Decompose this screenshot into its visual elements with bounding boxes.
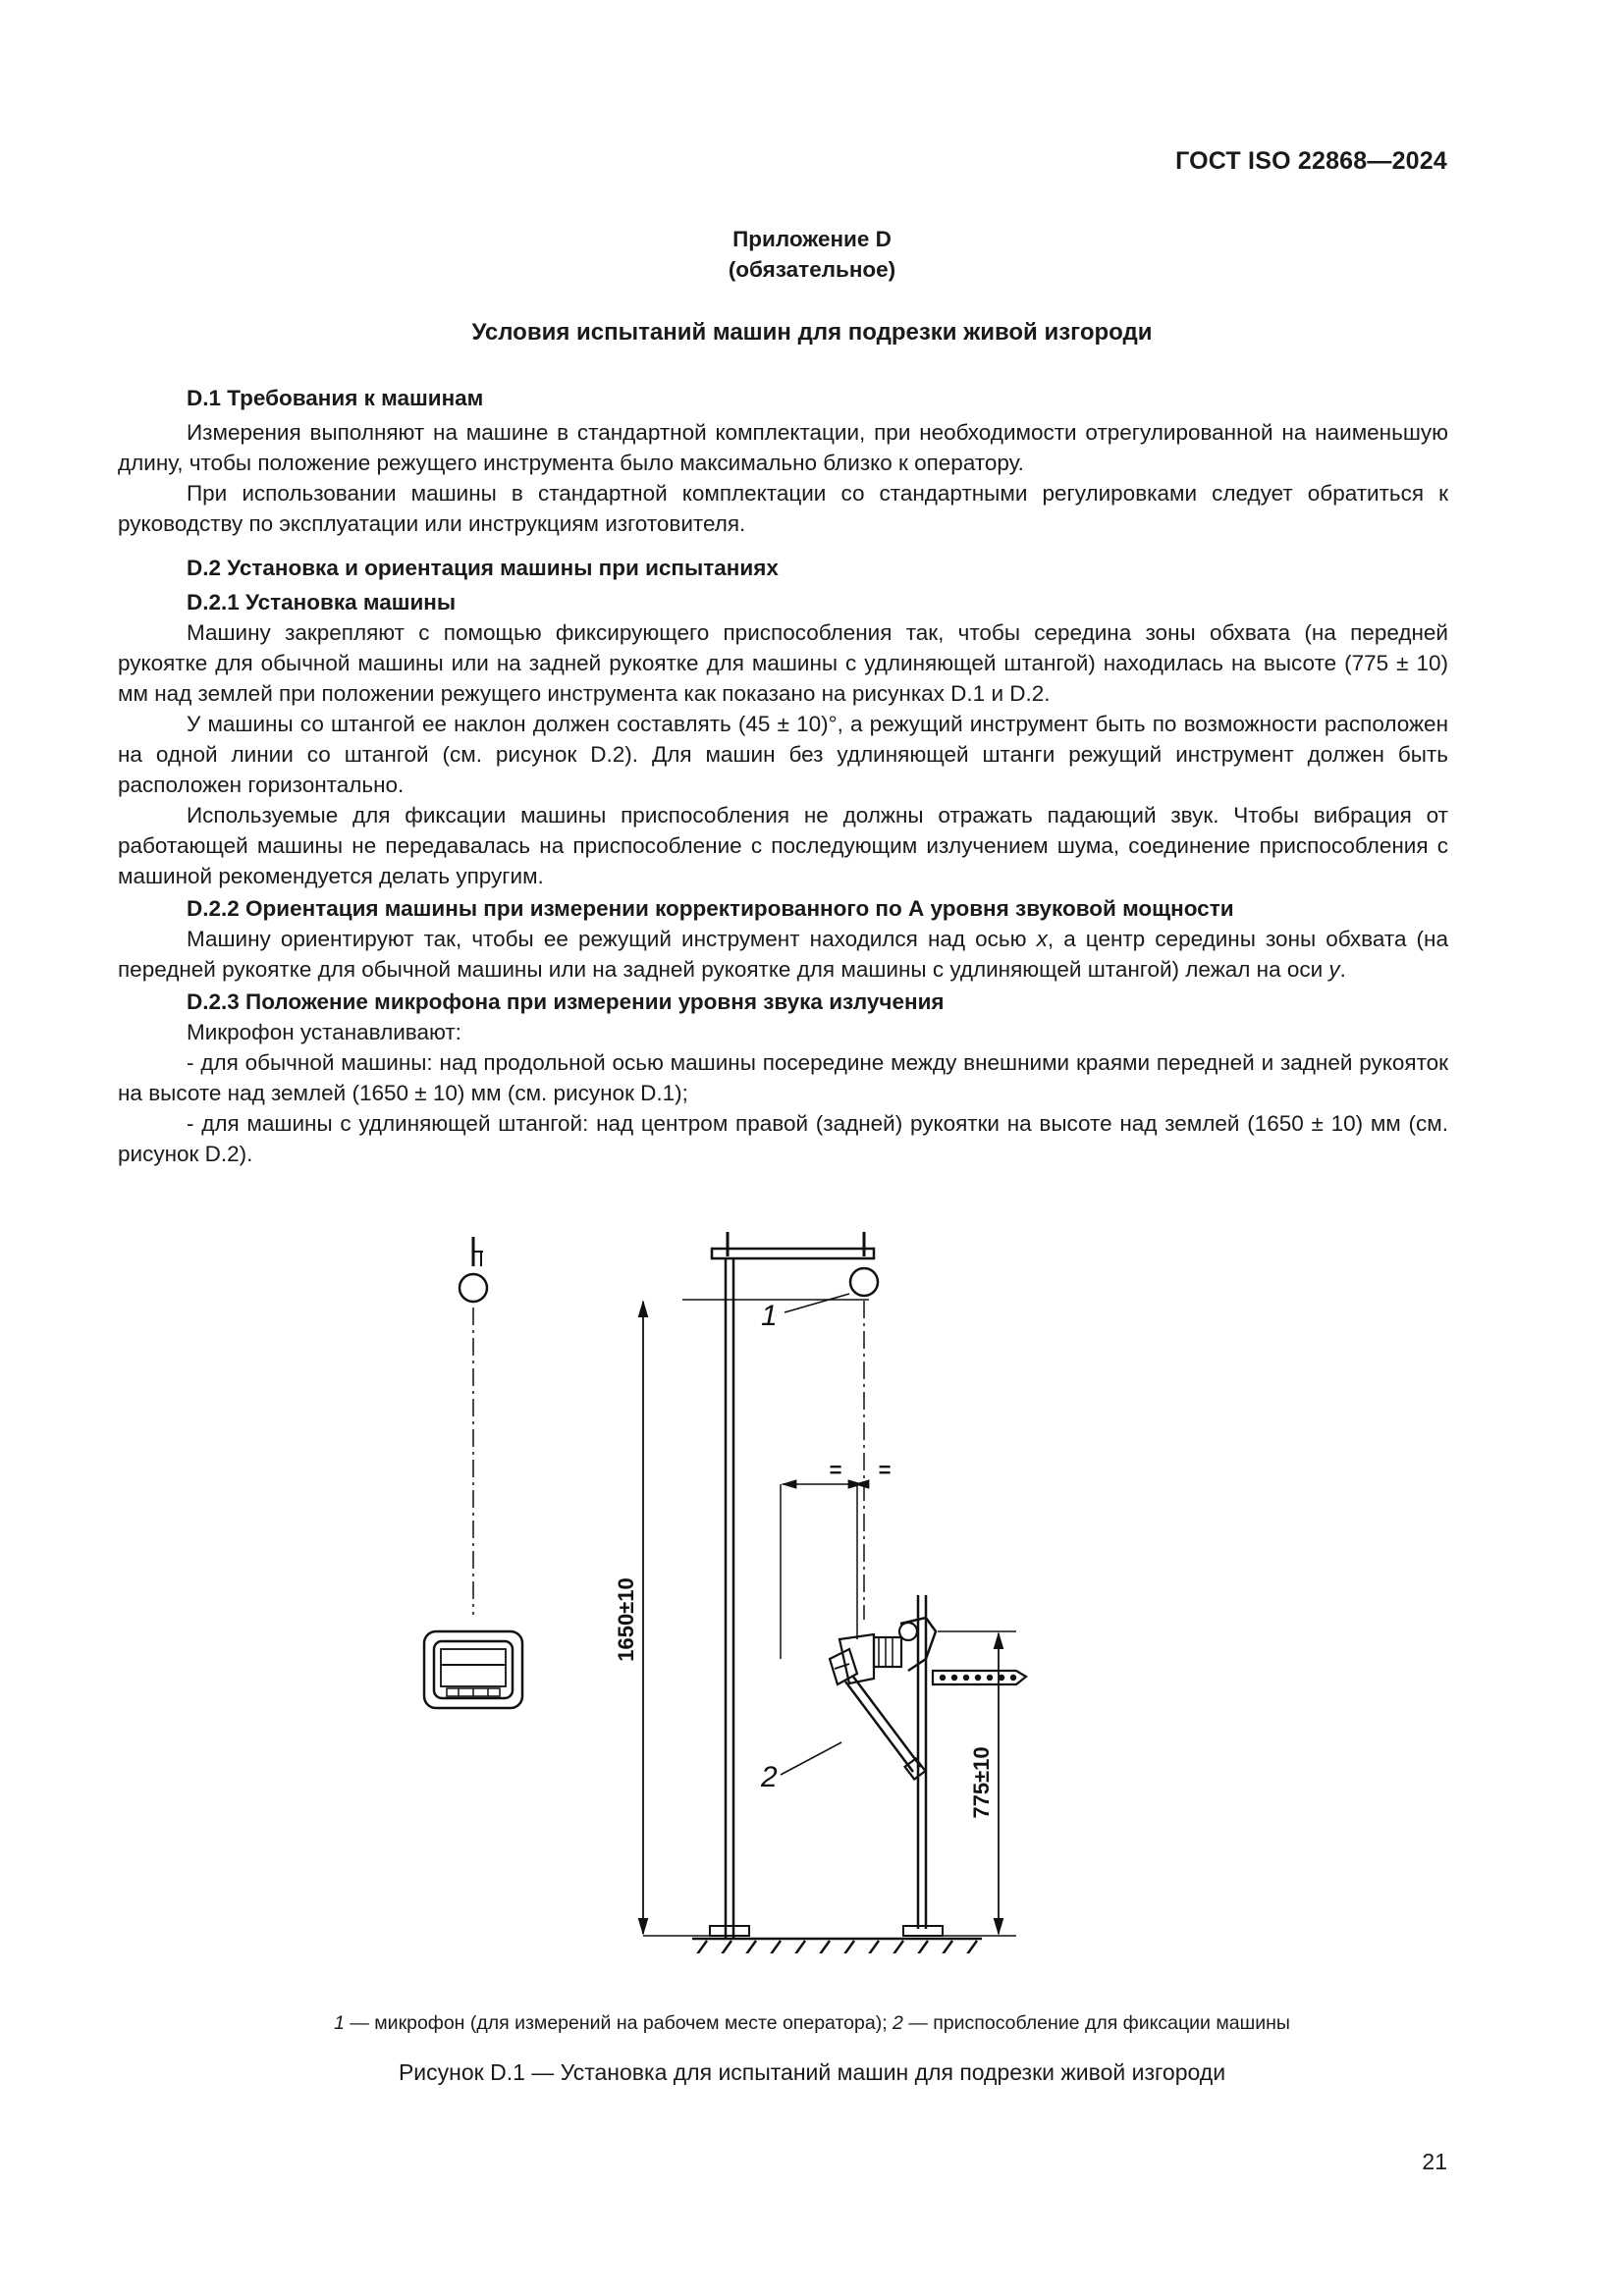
dimension-label-1650: 1650±10 xyxy=(614,1577,638,1662)
test-stand xyxy=(692,1232,982,1953)
text-run: Машину ориентируют так, чтобы ее режущий инструмент находился над осью xyxy=(187,927,1037,951)
heading-d1: D.1 Требования к машинам xyxy=(187,386,484,410)
dimension-label-775: 775±10 xyxy=(969,1746,994,1819)
text-run: . xyxy=(1339,957,1346,982)
paragraph-d2-1-1: Машину закрепляют с помощью фиксирующего приспособления так, чтобы середина зоны обхвата (на передней рукоятке для обычной машины или на задней рукоятке для машины с удлиняющей штангой) находилась на высоте (775 ± 10) мм над землей при положении режущего инструмента как показано на рисунках D.1 и D.2. xyxy=(118,620,1448,706)
annex-status: (обязательное) xyxy=(728,257,896,282)
axis-y-label: y xyxy=(1328,957,1340,982)
heading-d2-2: D.2.2 Ориентация машины при измерении корректированного по А уровня звуковой мощности xyxy=(187,896,1234,921)
callout-2: 2 xyxy=(761,1761,778,1793)
leader-line-1 xyxy=(785,1294,849,1312)
annex-heading xyxy=(0,224,1624,285)
body-text xyxy=(118,383,1448,1169)
microphone-icon xyxy=(850,1268,878,1296)
paragraph-d2-3-2: - для обычной машины: над продольной осью машины посередине между внешними краями передней и задней рукояток на высоте над землей (1650 ± 10) мм (см. рисунок D.1); xyxy=(118,1050,1448,1105)
heading-d2-3: D.2.3 Положение микрофона при измерении уровня звука излучения xyxy=(187,989,945,1014)
legend-number-2: 2 xyxy=(893,2012,903,2034)
paragraph-d2-1-3: Используемые для фиксации машины приспособления не должны отражать падающий звук. Чтобы вибрация от работающей машины не передавалась на приспособление с последующим излучением шума, соединение приспособления с машиной рекомендуется делать упругим. xyxy=(118,803,1448,888)
fixture xyxy=(845,1677,925,1780)
dimension-equal xyxy=(781,1484,866,1659)
equal-sign-right: = xyxy=(878,1458,892,1482)
heading-d2-1: D.2.1 Установка машины xyxy=(187,590,457,614)
text-run: , а центр середины зоны обхвата (на передней рукоятке для обычной машины или на задней рукоятке для машины с удлиняющей штангой) лежал на оси xyxy=(118,927,1448,982)
dimension-1650 xyxy=(643,1300,869,1936)
heading-d2: D.2 Установка и ориентация машины при испытаниях xyxy=(187,556,779,580)
hedge-trimmer xyxy=(830,1618,1026,1684)
figure-caption: Рисунок D.1 — Установка для испытаний машин для подрезки живой изгороди xyxy=(398,2059,1226,2085)
legend-text-2: — приспособление для фиксации машины xyxy=(902,2012,1290,2034)
callout-1: 1 xyxy=(761,1300,778,1332)
microphone-icon xyxy=(460,1274,487,1302)
paragraph-d2-3-1: Микрофон устанавливают: xyxy=(187,1020,461,1044)
figure-d1 xyxy=(388,1227,1252,1953)
leader-line-2 xyxy=(781,1742,841,1775)
paragraph-d1-1: Измерения выполняют на машине в стандартной комплектации, при необходимости отрегулированной на наименьшую длину, чтобы положение режущего инструмента было максимально близко к оператору. xyxy=(118,420,1448,475)
figure-legend xyxy=(0,2012,1624,2035)
paragraph-d2-1-2: У машины со штангой ее наклон должен составлять (45 ± 10)°, а режущий инструмент быть по возможности расположен на одной линии со штангой (см. рисунок D.2). Для машин без удлиняющей штанги режущий инструмент должен быть расположен горизонтально. xyxy=(118,712,1448,797)
side-view xyxy=(424,1237,522,1708)
annex-title: Приложение D xyxy=(732,227,892,251)
axis-x-label: x xyxy=(1036,927,1048,951)
paragraph-d2-3-3: - для машины с удлиняющей штангой: над центром правой (задней) рукоятки на высоте над землей (1650 ± 10) мм (см. рисунок D.2). xyxy=(118,1111,1448,1166)
figure-d1-drawing xyxy=(388,1227,1252,1953)
paragraph-d2-2-1 xyxy=(118,924,1448,985)
section-title: Условия испытаний машин для подрезки живой изгороди xyxy=(471,319,1153,346)
document-code: ГОСТ ISO 22868—2024 xyxy=(1175,147,1447,175)
page-number: 21 xyxy=(1422,2149,1447,2174)
equal-sign-left: = xyxy=(829,1458,842,1482)
paragraph-d1-2: При использовании машины в стандартной комплектации со стандартными регулировками следует обратиться к руководству по эксплуатации или инструкциям изготовителя. xyxy=(118,481,1448,536)
legend-text-1: — микрофон (для измерений на рабочем месте оператора); xyxy=(344,2012,893,2034)
legend-number-1: 1 xyxy=(334,2012,345,2034)
